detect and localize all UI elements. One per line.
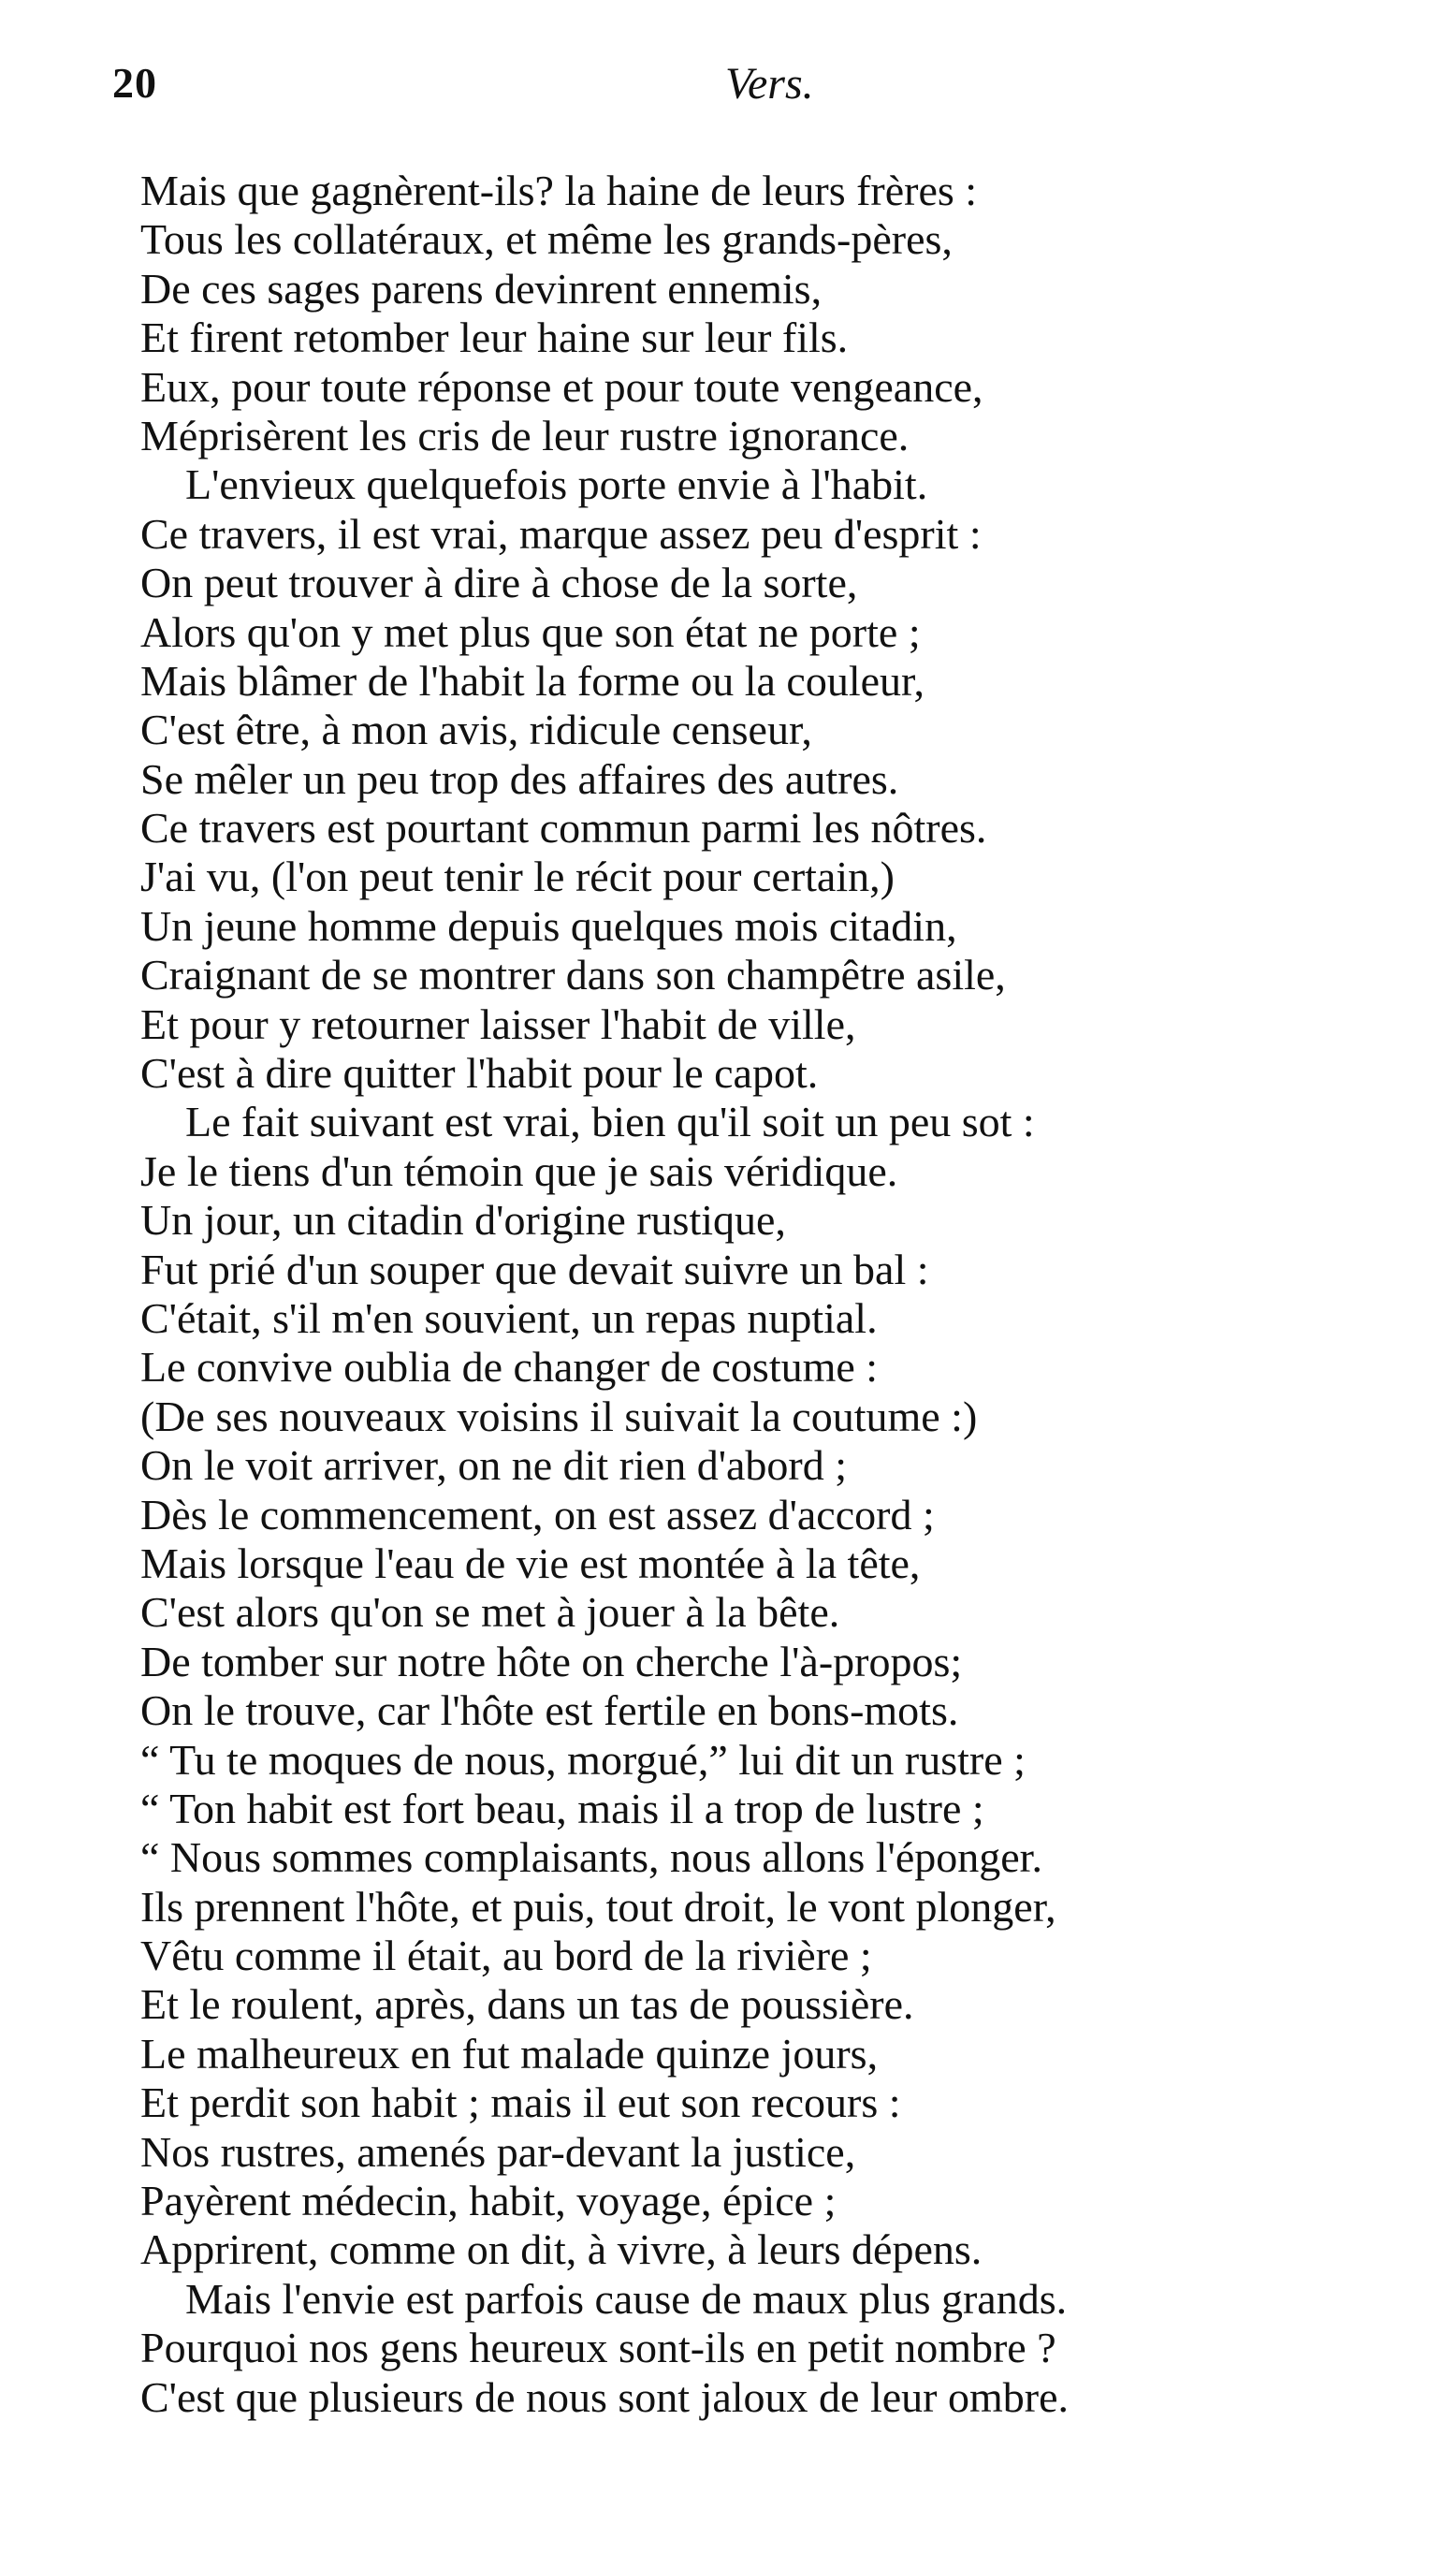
- poem-line: Ce travers est pourtant commun parmi les nôtres.: [140, 804, 987, 853]
- poem-line: Fut prié d'un souper que devait suivre un bal :: [140, 1245, 929, 1293]
- poem-line: C'est alors qu'on se met à jouer à la bête.: [140, 1588, 840, 1637]
- poem-text: [140, 167, 1282, 2422]
- poem-line: “ Tu te moques de nous, morgué,” lui dit un rustre ;: [140, 1735, 1026, 1784]
- poem-line: On le trouve, car l'hôte est fertile en bons-mots.: [140, 1686, 959, 1735]
- poem-line: Mais que gagnèrent-ils? la haine de leurs frères :: [140, 167, 978, 214]
- poem-line: Le convive oublia de changer de costume :: [140, 1343, 879, 1392]
- poem-line: Eux, pour toute réponse et pour toute vengeance,: [140, 362, 983, 411]
- page-header: [112, 58, 1338, 133]
- poem-line: Ce travers, il est vrai, marque assez peu d'esprit :: [140, 509, 982, 558]
- poem-line: C'est à dire quitter l'habit pour le capot.: [140, 1049, 819, 1098]
- poem-line: Vêtu comme il était, au bord de la rivière ;: [140, 1932, 872, 1980]
- poem-line: Craignant de se montrer dans son champêtre asile,: [140, 951, 1006, 999]
- poem-line: Mais l'envie est parfois cause de maux plus grands.: [185, 2274, 1068, 2323]
- poem-line: Et pour y retourner laisser l'habit de ville,: [140, 999, 856, 1048]
- poem-line: Un jour, un citadin d'origine rustique,: [140, 1196, 786, 1245]
- poem-line: “ Nous sommes complaisants, nous allons l'éponger.: [140, 1833, 1042, 1882]
- poem-line: Nos rustres, amenés par-devant la justice,: [140, 2127, 856, 2176]
- poem-line: Tous les collatéraux, et même les grands-pères,: [140, 215, 953, 264]
- poem-line: Et le roulent, après, dans un tas de poussière.: [140, 1980, 914, 2029]
- poem-line: Et firent retomber leur haine sur leur fils.: [140, 314, 849, 362]
- poem-line: (De ses nouveaux voisins il suivait la coutume :): [140, 1392, 978, 1440]
- poem-line: Se mêler un peu trop des affaires des autres.: [140, 754, 899, 803]
- poem-line: C'est que plusieurs de nous sont jaloux de leur ombre.: [140, 2372, 1070, 2421]
- poem-line: Ils prennent l'hôte, et puis, tout droit, le vont plonger,: [140, 1882, 1056, 1931]
- page-number: 20: [112, 59, 157, 107]
- poem-line: Pourquoi nos gens heureux sont-ils en petit nombre ?: [140, 2324, 1056, 2372]
- poem-line: Et perdit son habit ; mais il eut son recours :: [140, 2078, 901, 2127]
- poem-line: Méprisèrent les cris de leur rustre ignorance.: [140, 411, 910, 459]
- poem-line: Je le tiens d'un témoin que je sais véridique.: [140, 1146, 898, 1195]
- poem-line: De ces sages parens devinrent ennemis,: [140, 264, 823, 313]
- poem-line: J'ai vu, (l'on peut tenir le récit pour certain,): [140, 853, 895, 901]
- running-title: Vers.: [725, 59, 814, 109]
- poem-line: L'envieux quelquefois porte envie à l'habit.: [185, 460, 928, 509]
- poem-line: Alors qu'on y met plus que son état ne porte ;: [140, 607, 921, 656]
- poem-line: Apprirent, comme on dit, à vivre, à leurs dépens.: [140, 2225, 983, 2274]
- poem-line: C'est être, à mon avis, ridicule censeur,: [140, 706, 812, 754]
- poem-line: Le fait suivant est vrai, bien qu'il soit un peu sot :: [185, 1098, 1035, 1146]
- poem-line: Mais lorsque l'eau de vie est montée à la tête,: [140, 1538, 921, 1587]
- poem-line: Dès le commencement, on est assez d'accord ;: [140, 1490, 935, 1538]
- poem-line: C'était, s'il m'en souvient, un repas nuptial.: [140, 1293, 878, 1342]
- poem-line: “ Ton habit est fort beau, mais il a trop de lustre ;: [140, 1784, 984, 1832]
- poem-line: Payèrent médecin, habit, voyage, épice ;: [140, 2177, 837, 2225]
- poem-line: On le voit arriver, on ne dit rien d'abord ;: [140, 1441, 848, 1490]
- poem-line: On peut trouver à dire à chose de la sorte,: [140, 559, 858, 607]
- poem-line: Un jeune homme depuis quelques mois citadin,: [140, 901, 957, 950]
- poem-line: Le malheureux en fut malade quinze jours,: [140, 2029, 879, 2078]
- poem-line: Mais blâmer de l'habit la forme ou la couleur,: [140, 656, 925, 705]
- poem-line: De tomber sur notre hôte on cherche l'à-propos;: [140, 1637, 963, 1685]
